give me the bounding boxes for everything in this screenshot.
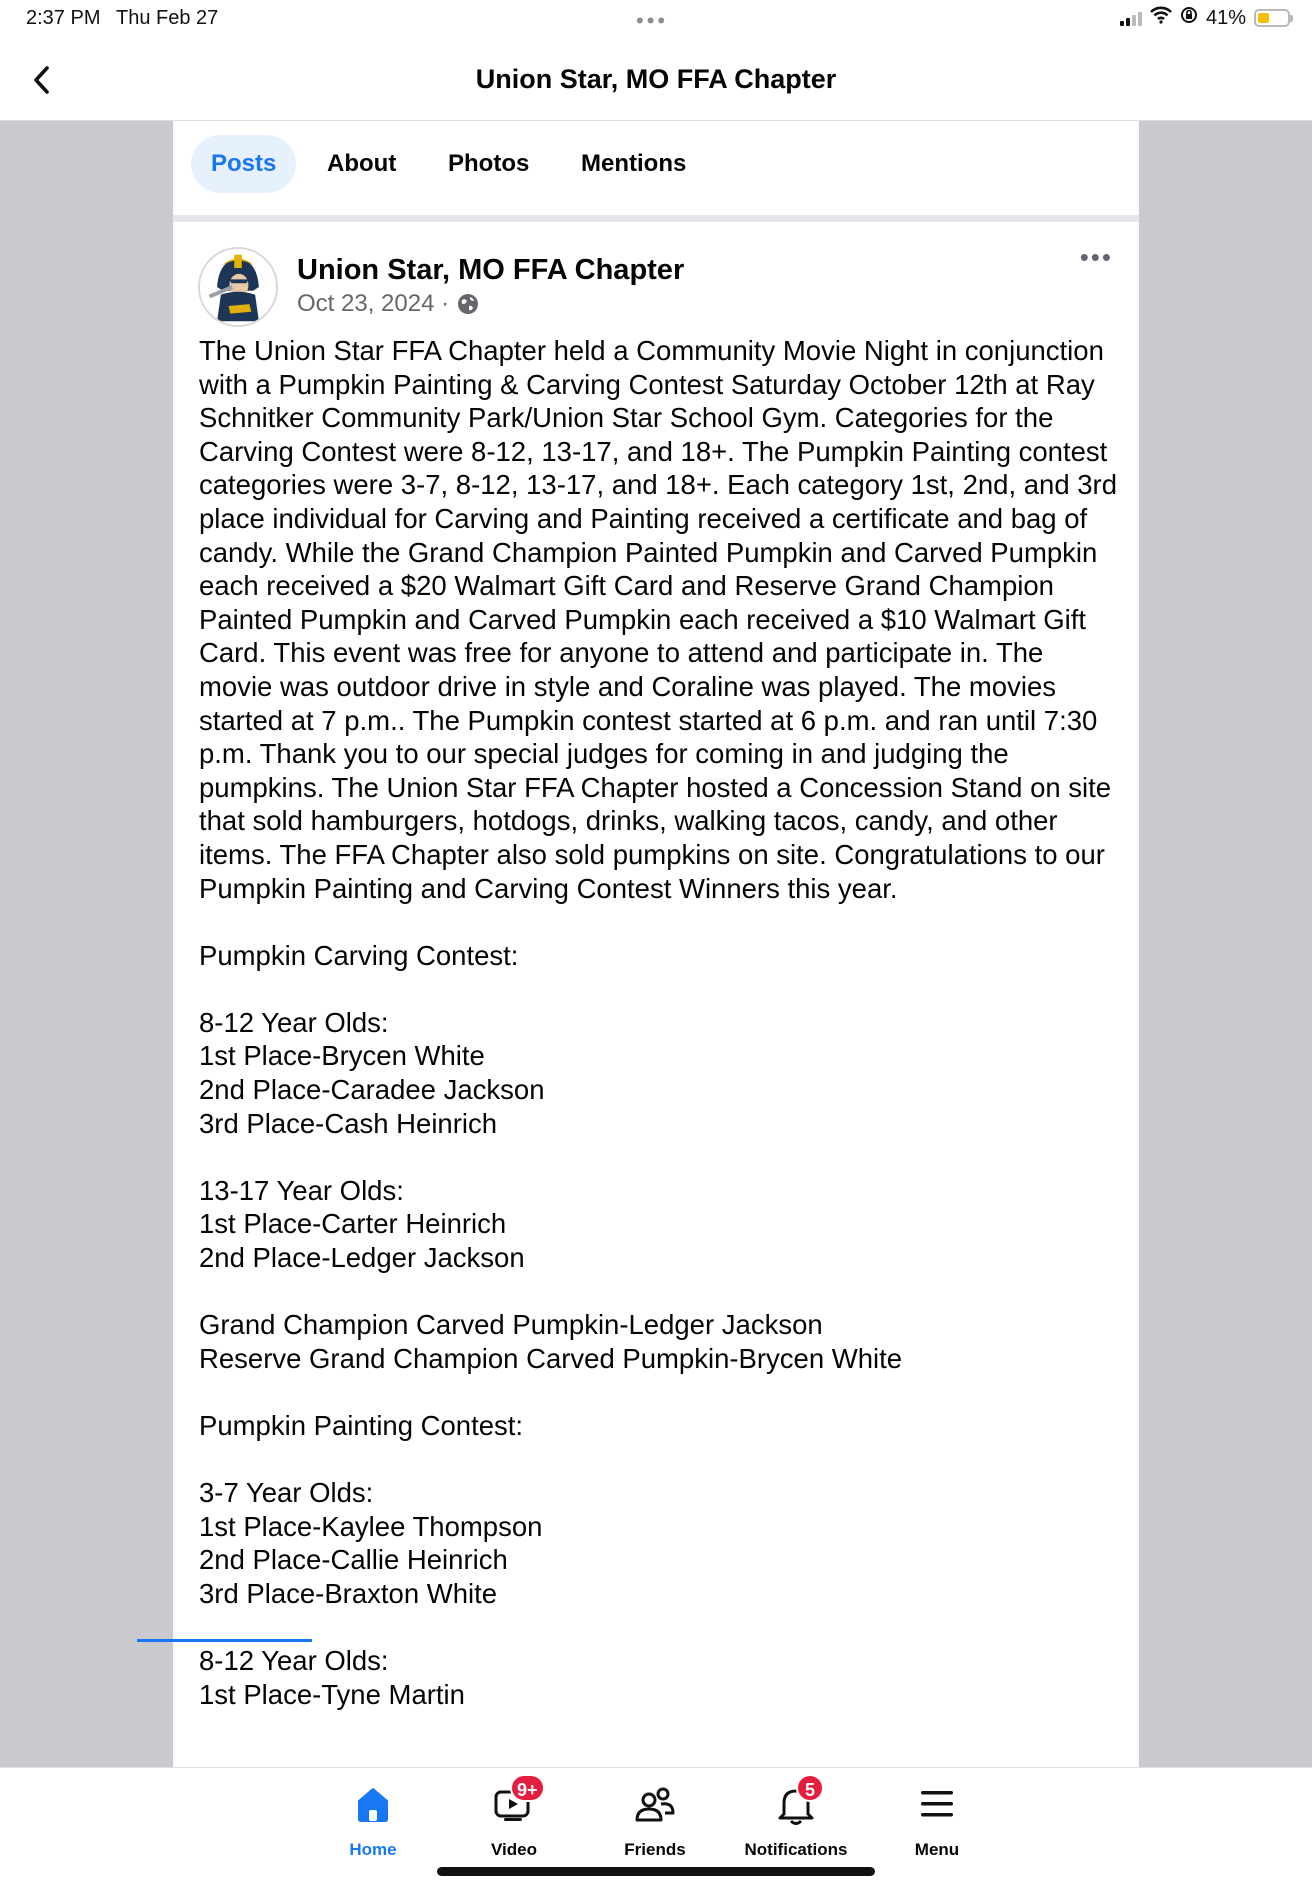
post-card: [173, 222, 1139, 1767]
nav-friends-label: Friends: [624, 1840, 686, 1859]
wifi-icon: [1150, 6, 1172, 30]
multitasking-dots-icon[interactable]: •••: [636, 8, 669, 33]
status-date: Thu Feb 27: [116, 7, 219, 29]
nav-home[interactable]: [308, 1782, 438, 1860]
page-header: [0, 40, 1312, 121]
page-title: Union Star, MO FFA Chapter: [475, 64, 837, 94]
nav-friends[interactable]: [590, 1782, 720, 1860]
page-content[interactable]: [173, 121, 1139, 1767]
post-meta: [297, 290, 479, 318]
post-author[interactable]: Union Star, MO FFA Chapter: [297, 254, 685, 286]
profile-tabs: [173, 121, 1139, 222]
nav-video-label: Video: [491, 1840, 537, 1859]
tab-about[interactable]: About: [327, 150, 397, 177]
video-badge: 9+: [510, 1774, 545, 1802]
tab-posts[interactable]: Posts: [191, 135, 296, 193]
spartan-mascot-logo: [200, 249, 276, 325]
post-text: The Union Star FFA Chapter held a Community Movie Night in conjunction with a Pumpkin Painting & Carving Contest Saturday October 12th at Ray Schnitker Community Park/Union Star School Gym. Categories for the Carving Contest were 8-12, 13-17, and 18+. The Pumpkin Painting contest categories were 3-7, 8-12, 13-17, and 18+. Each category 1st, 2nd, and 3rd place individual for Carving and Painting received a certificate and bag of candy. While the Grand Champion Painted Pumpkin and Carved Pumpkin each received a $20 Walmart Gift Card and Reserve Grand Champion Painted Pumpkin and Carved Pumpkin each received a $10 Walmart Gift Card. This event was free for anyone to attend and participate in. The movie was outdoor drive in style and Coraline was played. The movies started at 7 p.m.. The Pumpkin contest started at 6 p.m. and ran until 7:30 p.m. Thank you to our special judges for coming in and judging the pumpkins. The Union Star FFA Chapter hosted a Concession Stand on site that sold hamburgers, hotdogs, drinks, walking tacos, candy, and other items. The FFA Chapter also sold pumpkins on site. Congratulations to our Pumpkin Painting and Carving Contest Winners this year. Pumpkin Carving Contest: 8-12 Year Olds: 1st Place-Brycen White 2nd Place-Caradee Jackson 3rd Place-Cash Heinrich 13-17 Year Olds: 1st Place-Carter Heinrich 2nd Place-Ledger Jackson Grand Champion Carved Pumpkin-Ledger Jackson Reserve Grand Champion Carved Pumpkin-Brycen White Pumpkin Painting Contest: 3-7 Year Olds: 1st Place-Kaylee Thompson 2nd Place-Callie Heinrich 3rd Place-Braxton White 8-12 Year Olds: 1st Place-Tyne Martin: [199, 335, 1118, 1710]
battery-percent: 41%: [1205, 6, 1246, 29]
battery-icon: [1254, 9, 1290, 27]
nav-home-label: Home: [349, 1840, 397, 1859]
menu-icon: [915, 1782, 959, 1826]
status-time: 2:37 PM: [26, 7, 101, 29]
nav-video[interactable]: [449, 1782, 579, 1860]
status-indicators: [1120, 6, 1290, 30]
home-icon: [351, 1782, 395, 1826]
home-indicator[interactable]: [437, 1867, 875, 1876]
post-date[interactable]: Oct 23, 2024 ·: [297, 290, 450, 317]
notifications-badge: 5: [796, 1774, 824, 1802]
scroll-indicator: [137, 1639, 312, 1642]
friends-icon: [633, 1782, 677, 1826]
status-bar: [0, 0, 1312, 40]
orientation-lock-icon: [1180, 6, 1198, 30]
post-more-options-icon[interactable]: •••: [1079, 242, 1113, 272]
bell-icon: [774, 1782, 818, 1826]
cellular-signal-icon: [1120, 10, 1142, 26]
globe-icon: [457, 293, 479, 315]
tab-photos[interactable]: Photos: [448, 150, 530, 177]
avatar[interactable]: [198, 247, 278, 327]
nav-menu[interactable]: [872, 1782, 1002, 1860]
nav-menu-label: Menu: [914, 1840, 960, 1859]
nav-notifications-label: Notifications: [744, 1840, 848, 1859]
nav-notifications[interactable]: [731, 1782, 861, 1860]
video-icon: [492, 1782, 536, 1826]
tab-mentions[interactable]: Mentions: [581, 150, 687, 177]
